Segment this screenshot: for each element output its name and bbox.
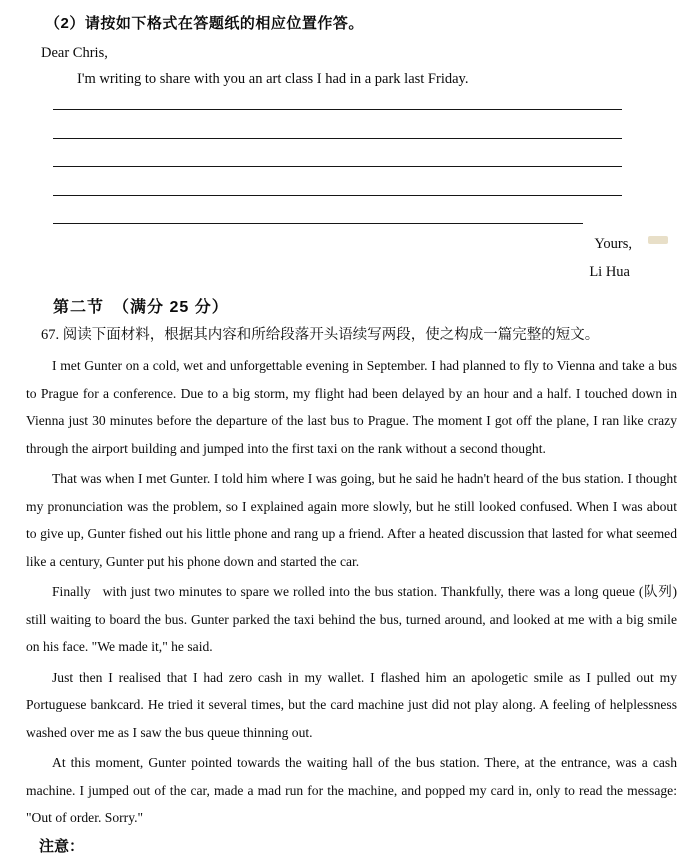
passage-paragraph: Finally with just two minutes to spare we rolled into the bus station. Thankfully, there was a long queue (队列) still waiting to board the bus. Gunter parked the taxi behind the bus, turned around, and looked at me with a big smile on his face. "We made it," he said. [26,584,677,655]
letter-opening-sentence: I'm writing to share with you an art class I had in a park last Friday. [77,71,469,87]
passage [26,352,677,832]
answer-blank-line [53,196,583,225]
notice-label: 注意： [39,837,85,855]
letter-signature: Li Hua [589,264,630,281]
letter-salutation: Dear Chris, [41,45,108,61]
passage-paragraph: Just then I realised that I had zero cash in my wallet. I flashed him an apologetic smile as I pulled out my Portuguese bankcard. He tried it several times, but the card machine just did not play along. A feeling of helplessness washed over me as I saw the bus queue thinning out. [26,669,677,740]
letter-closing: Yours, [594,236,632,253]
answer-blank-line [53,167,622,196]
answer-blank-line [53,88,622,110]
answer-blank-line [53,139,622,168]
answer-lines [53,88,685,224]
question-prompt: 67. 阅读下面材料，根据其内容和所给段落开头语续写两段，使之构成一篇完整的短文。 [41,327,600,344]
passage-paragraph: That was when I met Gunter. I told him where I was going, but he said he hadn't heard of the bus station. I thought my pronunciation was the problem, so I explained again more slowly, but he still looked confused. When I was about to give up, Gunter fished out his little phone and rang up a friend. After a heated discussion that lasted for what seemed like a century, Gunter put his phone down and started the car. [26,471,677,569]
smudge-artifact [648,236,668,244]
answer-blank-line [53,110,622,139]
exam-page [0,12,685,863]
passage-paragraph: I met Gunter on a cold, wet and unforgettable evening in September. I had planned to fly to Vienna and take a bus to Prague for a conference. Due to a big storm, my flight had been delayed by an hour and a half. I touched down in Vienna just 30 minutes before the departure of the last bus to Prague. The moment I got off the plane, I ran like crazy through the airport building and jumped into the first taxi on the rank without a second thought. [26,358,677,456]
passage-paragraph: At this moment, Gunter pointed towards the waiting hall of the bus station. There, at the entrance, was a cash machine. I jumped out of the car, made a mad run for the machine, and popped my card in, only to read the message: "Out of order. Sorry." [26,755,677,826]
section-heading: 第二节 （满分 25 分） [53,299,229,317]
format-instruction-line: （2）请按如下格式在答题纸的相应位置作答。 [45,15,364,32]
